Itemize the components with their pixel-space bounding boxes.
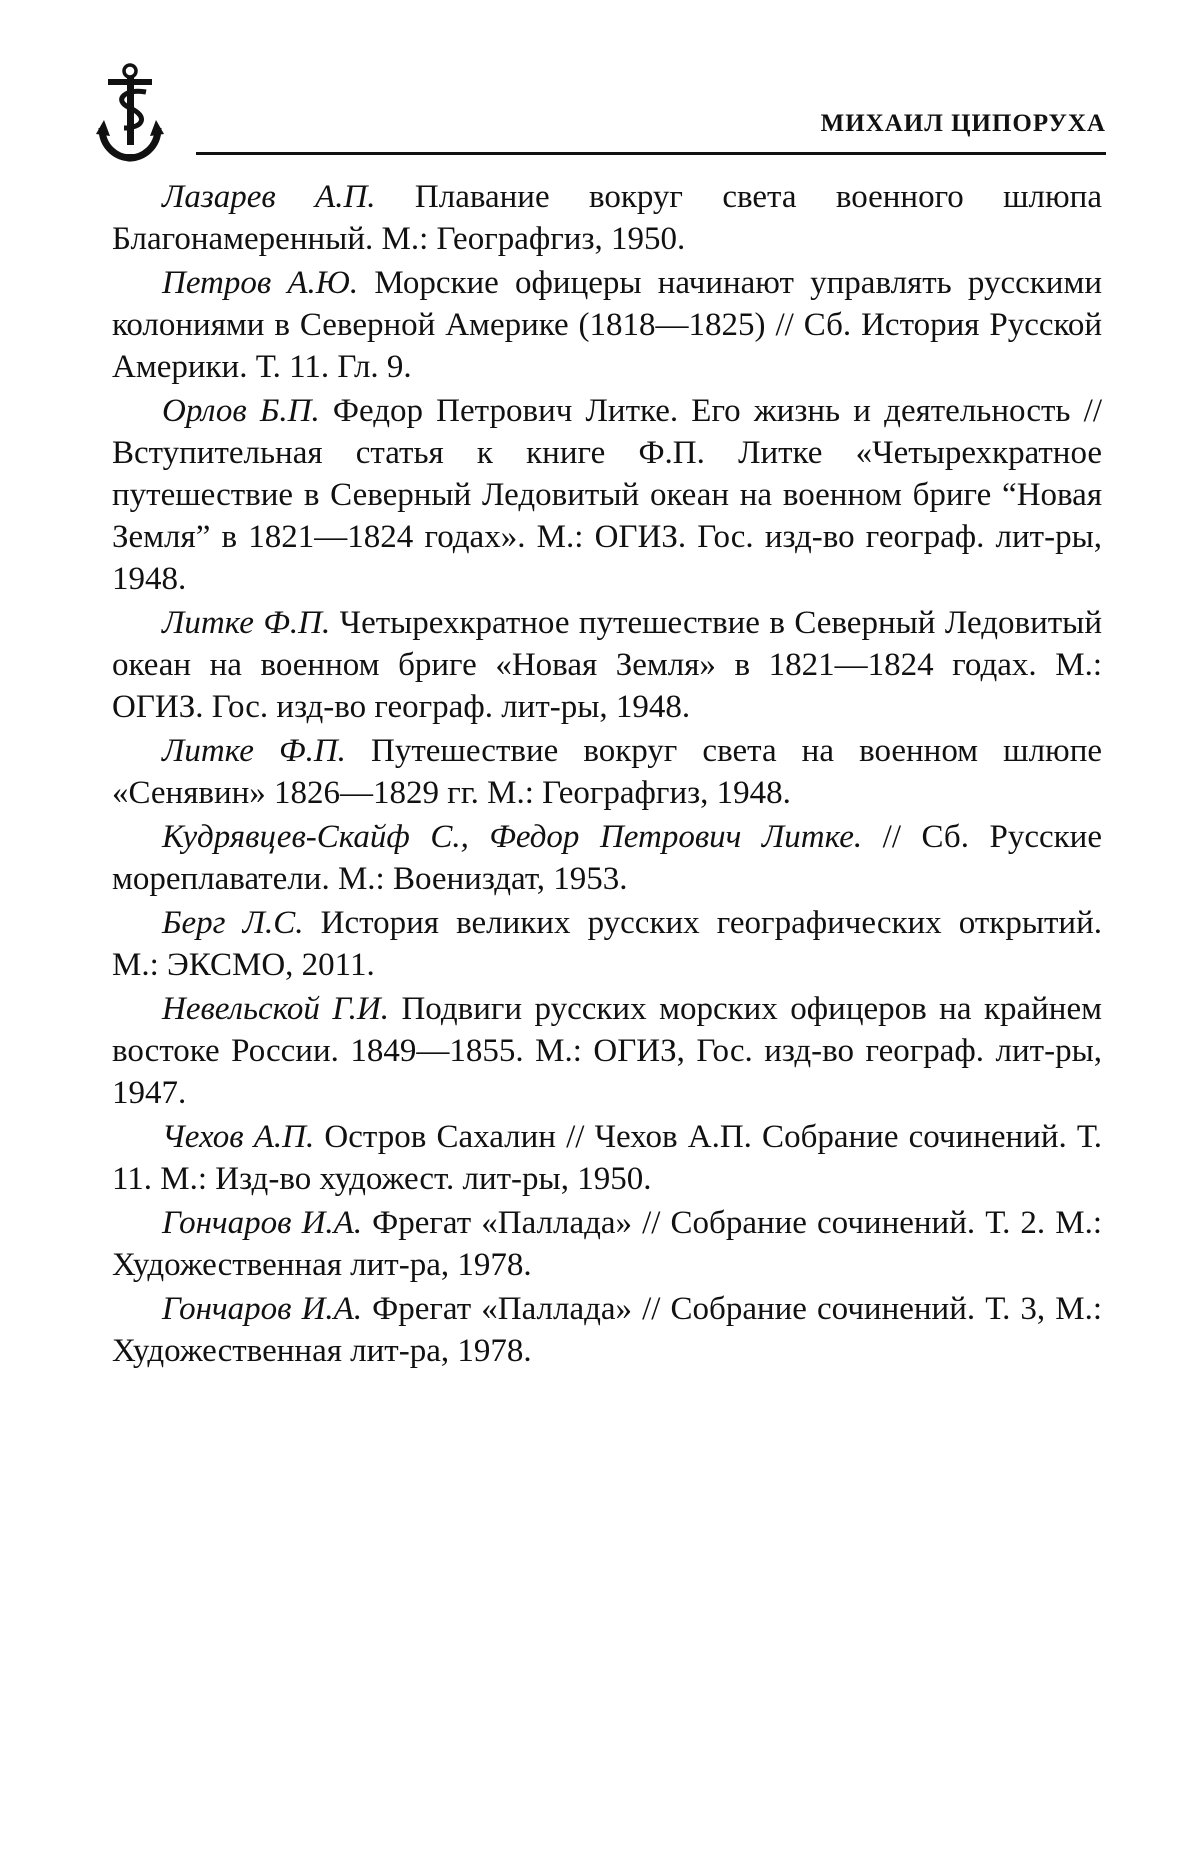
reference-item (112, 176, 1102, 260)
reference-author: Гончаров И.А. (162, 1291, 363, 1327)
page-header (96, 62, 1106, 162)
reference-text: Федор Петрович Литке. Его жизнь и деятельность // Вступительная статья к книге Ф.П. Литке «Четырехкратное путешествие в Северный Ледовитый океан на военном бриге “Новая Земля” в 1821—1824 годах». М.: ОГИЗ. Гос. изд-во географ. лит-ры, 1948. (112, 393, 1102, 597)
reference-item (112, 988, 1102, 1114)
reference-item (112, 1288, 1102, 1372)
header-rule (196, 152, 1106, 155)
reference-item (112, 1116, 1102, 1200)
reference-text: История великих русских географических открытий. М.: ЭКСМО, 2011. (112, 905, 1102, 983)
anchor-icon (96, 62, 172, 162)
reference-author: Берг Л.С. (162, 905, 304, 941)
reference-author: Литке Ф.П. (162, 605, 331, 641)
reference-item (112, 902, 1102, 986)
reference-author: Чехов А.П. (162, 1119, 315, 1155)
reference-item (112, 816, 1102, 900)
reference-author: Невельской Г.И. (162, 991, 389, 1027)
reference-item (112, 602, 1102, 728)
reference-item (112, 730, 1102, 814)
running-header-author: МИХАИЛ ЦИПОРУХА (820, 110, 1106, 137)
reference-text: Путешествие вокруг света на военном шлюпе «Сенявин» 1826—1829 гг. М.: Географгиз, 1948. (112, 733, 1103, 811)
reference-item (112, 390, 1102, 600)
reference-text: Морские офицеры начинают управлять русскими колониями в Северной Америке (1818—1825) // Сб. История Русской Америки. Т. 11. Гл. 9. (112, 265, 1102, 385)
reference-author: Гончаров И.А. (162, 1205, 363, 1241)
reference-author: Лазарев А.П. (162, 179, 376, 215)
reference-text: Четырехкратное путешествие в Северный Ледовитый океан на военном бриге «Новая Земля» в 1821—1824 годах. М.: ОГИЗ. Гос. изд-во географ. лит-ры, 1948. (112, 605, 1102, 725)
reference-text: Остров Сахалин // Чехов А.П. Собрание сочинений. Т. 11. М.: Изд-во художест. лит-ры, 1950. (112, 1119, 1102, 1197)
reference-author: Кудрявцев-Скайф С., Федор Петрович Литке. (162, 819, 863, 855)
reference-text: Плавание вокруг света военного шлюпа Благонамеренный. М.: Географгиз, 1950. (112, 179, 1102, 257)
reference-text: Фрегат «Паллада» // Собрание сочинений. Т. 3, М.: Художественная лит-ра, 1978. (112, 1291, 1102, 1369)
bibliography-list (112, 176, 1102, 1374)
reference-item (112, 262, 1102, 388)
reference-author: Петров А.Ю. (162, 265, 359, 301)
reference-item (112, 1202, 1102, 1286)
reference-text: // Сб. Русские мореплаватели. М.: Воениздат, 1953. (112, 819, 1102, 897)
reference-text: Фрегат «Паллада» // Собрание сочинений. Т. 2. М.: Художественная лит-ра, 1978. (112, 1205, 1102, 1283)
reference-author: Литке Ф.П. (162, 733, 346, 769)
reference-author: Орлов Б.П. (162, 393, 320, 429)
reference-text: Подвиги русских морских офицеров на крайнем востоке России. 1849—1855. М.: ОГИЗ, Гос. изд-во географ. лит-ры, 1947. (112, 991, 1102, 1111)
